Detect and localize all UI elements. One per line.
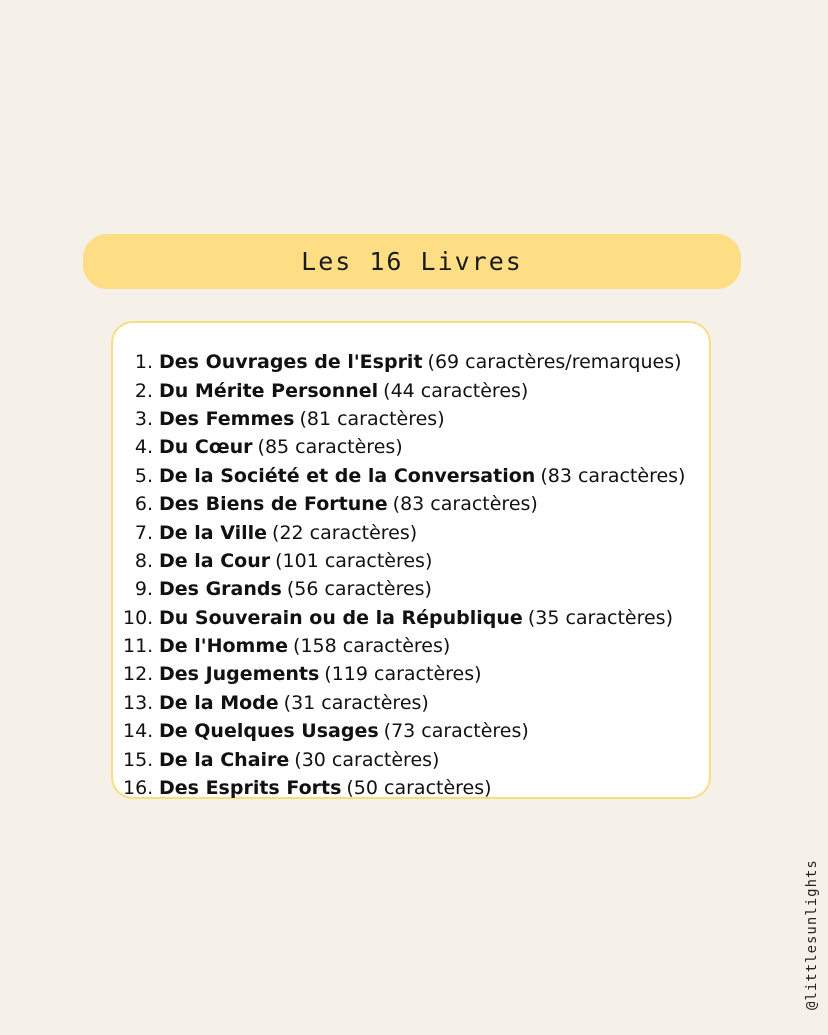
book-title: Du Cœur [159, 436, 253, 459]
list-item-number: 5. [134, 464, 153, 487]
list-item-number: 10. [123, 606, 154, 629]
list-item [123, 717, 685, 745]
author-handle: @littlesunlights [804, 859, 820, 1010]
character-count: (83 caractères) [392, 493, 538, 516]
book-title: De la Cour [159, 549, 271, 572]
character-count: (50 caractères) [346, 777, 492, 800]
page-title: Les 16 Livres [301, 247, 523, 276]
character-count: (73 caractères) [383, 720, 529, 743]
title-banner [83, 234, 741, 289]
character-count: (22 caractères) [272, 521, 418, 544]
character-count: (56 caractères) [286, 578, 432, 601]
book-title: De la Chaire [159, 748, 290, 771]
list-item-number: 7. [134, 521, 153, 544]
book-title: Des Biens de Fortune [159, 493, 388, 516]
list-item [123, 376, 685, 404]
character-count: (35 caractères) [527, 606, 673, 629]
list-item-number: 11. [123, 635, 154, 658]
list-item [123, 745, 685, 773]
character-count: (85 caractères) [257, 436, 403, 459]
book-title: Des Femmes [159, 407, 295, 430]
list-item [123, 490, 685, 518]
list-item-number: 9. [134, 578, 153, 601]
list-item-number: 16. [123, 777, 154, 800]
list-item [123, 575, 685, 603]
book-title: Du Souverain ou de la République [159, 606, 523, 629]
book-list [123, 348, 685, 802]
list-item [123, 547, 685, 575]
book-title: De la Société et de la Conversation [159, 464, 536, 487]
list-item-number: 12. [123, 663, 154, 686]
book-title: Des Grands [159, 578, 282, 601]
list-item-number: 3. [134, 407, 153, 430]
book-title: De Quelques Usages [159, 720, 379, 743]
book-title: Du Mérite Personnel [159, 379, 379, 402]
book-title: Des Ouvrages de l'Esprit [159, 351, 423, 374]
book-title: De l'Homme [159, 635, 289, 658]
book-title: De la Mode [159, 691, 279, 714]
list-item [123, 433, 685, 461]
list-item [123, 632, 685, 660]
list-item-number: 1. [134, 351, 153, 374]
list-item-number: 14. [123, 720, 154, 743]
list-item-number: 15. [123, 748, 154, 771]
book-title: De la Ville [159, 521, 268, 544]
list-item [123, 660, 685, 688]
list-item [123, 518, 685, 546]
list-item [123, 405, 685, 433]
list-item [123, 774, 685, 802]
list-item [123, 348, 685, 376]
character-count: (69 caractères/remarques) [427, 351, 682, 374]
character-count: (83 caractères) [540, 464, 686, 487]
list-item [123, 604, 685, 632]
character-count: (44 caractères) [383, 379, 529, 402]
list-item [123, 462, 685, 490]
list-item-number: 4. [134, 436, 153, 459]
character-count: (101 caractères) [275, 549, 433, 572]
book-title: Des Esprits Forts [159, 777, 342, 800]
book-title: Des Jugements [159, 663, 320, 686]
list-item-number: 6. [134, 493, 153, 516]
list-item-number: 2. [134, 379, 153, 402]
book-list-card [111, 321, 711, 799]
character-count: (158 caractères) [293, 635, 451, 658]
list-item [123, 689, 685, 717]
list-item-number: 8. [134, 549, 153, 572]
character-count: (30 caractères) [294, 748, 440, 771]
list-item-number: 13. [123, 691, 154, 714]
character-count: (119 caractères) [324, 663, 482, 686]
character-count: (31 caractères) [283, 691, 429, 714]
character-count: (81 caractères) [299, 407, 445, 430]
